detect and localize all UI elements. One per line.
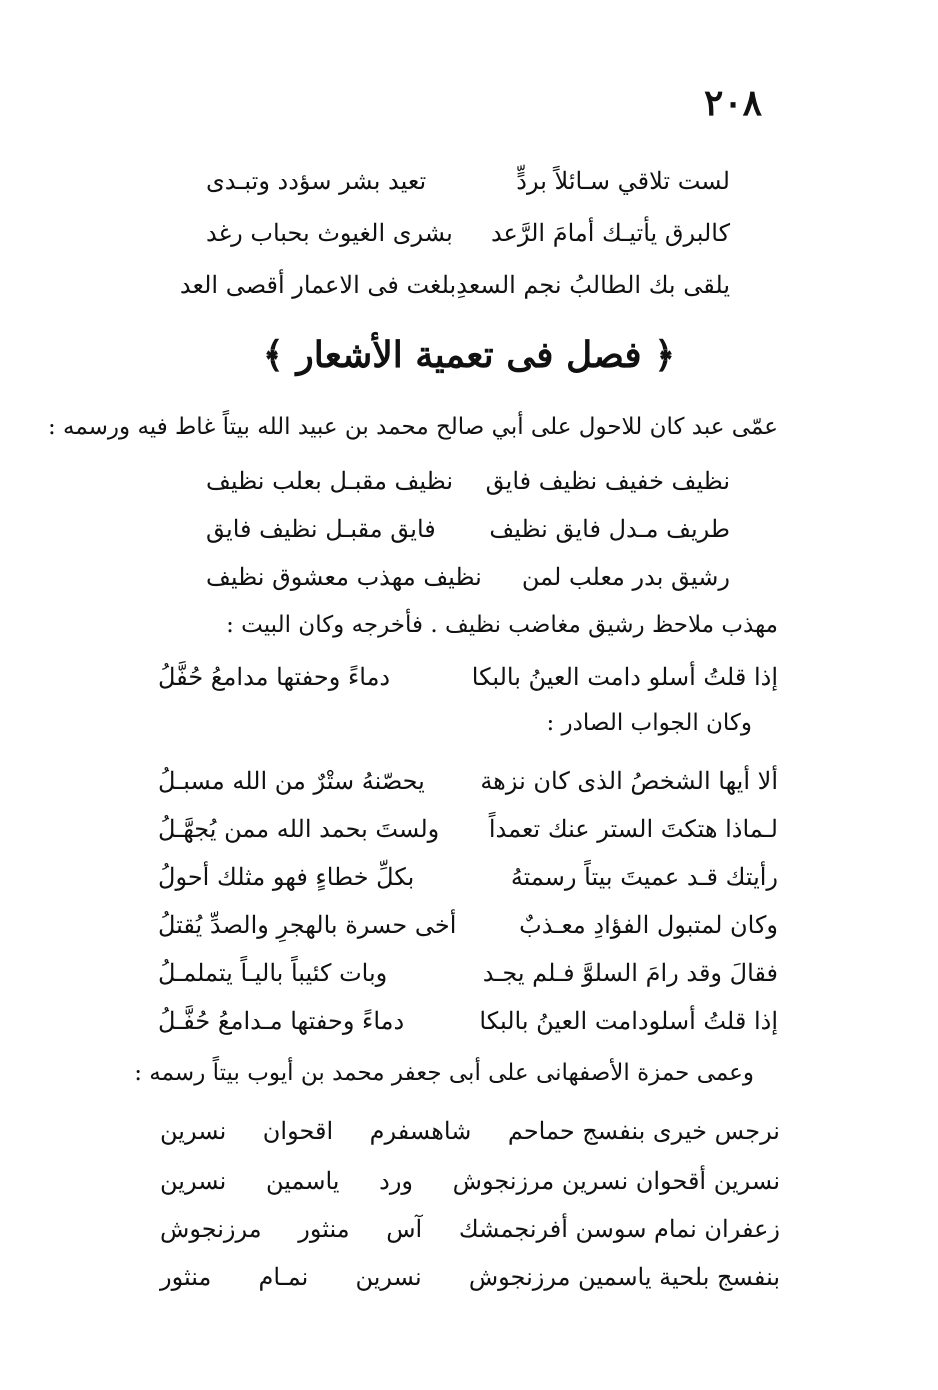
cipher-line: [160, 1254, 780, 1300]
verse-first-hemistich: يلقى بك الطالبُ نجم السعدِ: [456, 271, 730, 299]
verse-line: [206, 210, 730, 256]
cipher-line: [160, 1108, 780, 1154]
reply-verse: [158, 758, 778, 804]
verse-first-hemistich: لست تلاقي سـائلاً بردٍّ: [516, 167, 730, 195]
reply-verse: [158, 902, 778, 948]
reply-verse: [158, 806, 778, 852]
verse-first-hemistich: إذا قلتُ أسلو دامت العينُ بالبكا: [471, 663, 778, 691]
verse-first-hemistich: إذا قلتُ أسلودامت العينُ بالبكا: [479, 1007, 778, 1035]
verse-first-hemistich: رأيتك قـد عميتَ بيتاً رسمتهُ: [510, 863, 778, 891]
cipher-first-half: رشيق بدر معلب لمن: [521, 563, 730, 591]
cipher-word: منثور: [160, 1263, 212, 1291]
cipher-word: ياسمين: [265, 1167, 340, 1195]
verse-second-hemistich: يحصّنهُ ستْرٌ من الله مسبـلُ: [158, 767, 425, 795]
verse-second-hemistich: أخى حسرة بالهجرِ والصدِّ يُقتلُ: [158, 911, 457, 939]
verse-second-hemistich: ولستَ بحمد الله ممن يُجهَّـلُ: [158, 815, 440, 843]
reply-verse: [158, 854, 778, 900]
paragraph-intro-2: وعمى حمزة الأصفهانى على أبى جعفر محمد بن أيوب بيتاً رسمه :: [134, 1060, 754, 1086]
verse-first-hemistich: كالبرق يأتيـك أمامَ الرَّعد: [490, 219, 730, 247]
verse-second-hemistich: دماءً وحفتها مـدامعُ حُفَّـلُ: [158, 1007, 405, 1035]
cipher-line: [206, 554, 730, 600]
verse-second-hemistich: بكلِّ خطاءٍ فهو مثلك أحولُ: [158, 863, 415, 891]
verse-second-hemistich: دماءً وحفتها مدامعُ حُفَّلُ: [158, 663, 391, 691]
cipher-line: [206, 458, 730, 504]
verse-line: [179, 262, 730, 308]
reply-intro: وكان الجواب الصادر :: [546, 710, 752, 736]
cipher-word: آس: [386, 1215, 423, 1243]
cipher-second-half: نظيف مهذب معشوق نظيف: [206, 563, 482, 591]
cipher-word: شاهسفرم: [369, 1117, 472, 1145]
cipher-first-half: طريف مـدل فايق نظيف: [489, 515, 730, 543]
cipher-word: نسرين: [160, 1167, 227, 1195]
verse-second-hemistich: بلغت فى الاعمار أقصى العد: [179, 271, 457, 299]
verse-first-hemistich: فقالَ وقد رامَ السلوَّ فـلم يجـد: [482, 959, 778, 987]
cipher-word: نسرين: [355, 1263, 422, 1291]
section-heading: ﴿ فصل فى تعمية الأشعار ﴾: [262, 334, 676, 376]
cipher-word: اقحوان: [262, 1117, 334, 1145]
cipher-word: نسرين: [160, 1117, 227, 1145]
cipher-line: [206, 506, 730, 552]
verse-line: [206, 158, 730, 204]
paragraph-intro: عمّى عبد كان للاحول على أبي صالح محمد بن عبيد الله بيتاً غاط فيه ورسمه :: [47, 414, 778, 440]
cipher-tail: مهذب ملاحظ رشيق مغاضب نظيف . فأخرجه وكان البيت :: [226, 612, 778, 638]
cipher-second-half: نظيف مقبـل بعلب نظيف: [206, 467, 454, 495]
cipher-word: نمـام: [258, 1263, 309, 1291]
decoded-verse: [158, 654, 778, 700]
verse-first-hemistich: ألا أيها الشخصُ الذى كان نزهة: [480, 767, 778, 795]
verse-second-hemistich: وبات كئيباً باليـاً يتملمـلُ: [158, 959, 388, 987]
cipher-word: نسرين أقحوان نسرين مرزنجوش: [452, 1167, 780, 1195]
cipher-word: بنفسج بلحية ياسمين مرزنجوش: [468, 1263, 780, 1291]
verse-second-hemistich: بشرى الغيوث بحباب رغد: [206, 219, 453, 247]
cipher-line: [160, 1158, 780, 1204]
cipher-word: منثور: [298, 1215, 350, 1243]
verse-first-hemistich: لـماذا هتكتَ الستر عنك تعمداً: [488, 815, 778, 843]
page-number: ٢٠٨: [703, 82, 762, 124]
reply-verse: [158, 998, 778, 1044]
cipher-word: ورد: [379, 1167, 413, 1195]
cipher-word: نرجس خيرى بنفسج حماحم: [507, 1117, 780, 1145]
verse-first-hemistich: وكان لمتبول الفؤادِ معـذبٌ: [519, 911, 778, 939]
cipher-word: زعفران نمام سوسن أفرنجمشك: [458, 1215, 780, 1243]
cipher-word: مرزنجوش: [160, 1215, 262, 1243]
cipher-first-half: نظيف خفيف نظيف فايق: [485, 467, 730, 495]
reply-verse: [158, 950, 778, 996]
cipher-line: [160, 1206, 780, 1252]
verse-second-hemistich: تعيد بشر سؤدد وتبـدى: [206, 167, 427, 195]
cipher-second-half: فايق مقبـل نظيف فايق: [206, 515, 436, 543]
